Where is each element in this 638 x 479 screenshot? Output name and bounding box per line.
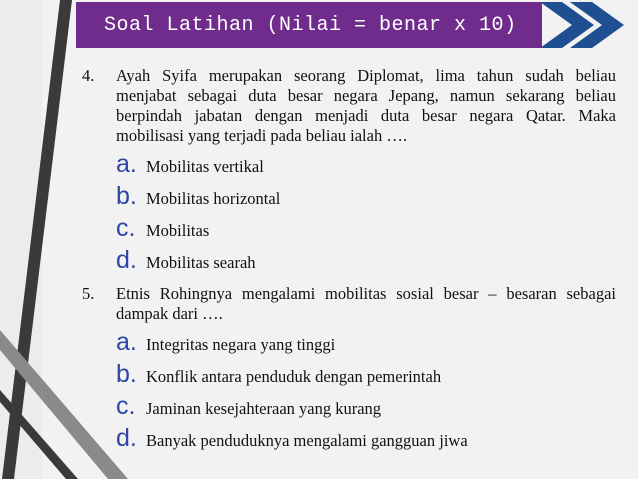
option-letter: a. bbox=[116, 328, 137, 356]
question-text: Ayah Syifa merupakan seorang Diplomat, lima tahun sudah beliau menjabat sebagai duta besar negara Jepang, namun sekarang beliau berpindah jabatan dengan menjadi duta besar negara Qatar. Maka mobilisasi yang terjadi pada beliau ialah …. bbox=[116, 66, 616, 145]
question-number: 4. bbox=[82, 66, 95, 85]
option-b bbox=[116, 360, 616, 392]
option-letter: d. bbox=[116, 424, 137, 452]
question-list bbox=[80, 66, 616, 456]
question-number: 5. bbox=[82, 284, 95, 303]
option-a bbox=[116, 150, 616, 182]
option-text: Integritas negara yang tinggi bbox=[146, 335, 336, 354]
option-d bbox=[116, 246, 616, 278]
title-bar bbox=[76, 2, 542, 48]
option-letter: b. bbox=[116, 182, 137, 210]
option-text: Konflik antara penduduk dengan pemerintah bbox=[146, 367, 442, 386]
option-text: Mobilitas bbox=[146, 221, 210, 240]
option-text: Jaminan kesejahteraan yang kurang bbox=[146, 399, 382, 418]
option-text: Mobilitas horizontal bbox=[146, 189, 281, 208]
option-letter: a. bbox=[116, 150, 137, 178]
option-text: Mobilitas vertikal bbox=[146, 157, 264, 176]
option-letter: c. bbox=[116, 214, 136, 242]
option-d bbox=[116, 424, 616, 456]
option-c bbox=[116, 214, 616, 246]
slide-title: Soal Latihan (Nilai = benar x 10) bbox=[104, 13, 517, 37]
question-4 bbox=[80, 66, 616, 278]
question-5 bbox=[80, 284, 616, 456]
option-a bbox=[116, 328, 616, 360]
option-list bbox=[116, 328, 616, 456]
option-c bbox=[116, 392, 616, 424]
option-letter: c. bbox=[116, 392, 136, 420]
question-text: Etnis Rohingnya mengalami mobilitas sosial besar – besaran sebagai dampak dari …. bbox=[116, 284, 616, 323]
option-letter: d. bbox=[116, 246, 137, 274]
option-text: Banyak penduduknya mengalami gangguan jiwa bbox=[146, 431, 468, 450]
option-b bbox=[116, 182, 616, 214]
option-list bbox=[116, 150, 616, 278]
option-letter: b. bbox=[116, 360, 137, 388]
option-text: Mobilitas searah bbox=[146, 253, 256, 272]
